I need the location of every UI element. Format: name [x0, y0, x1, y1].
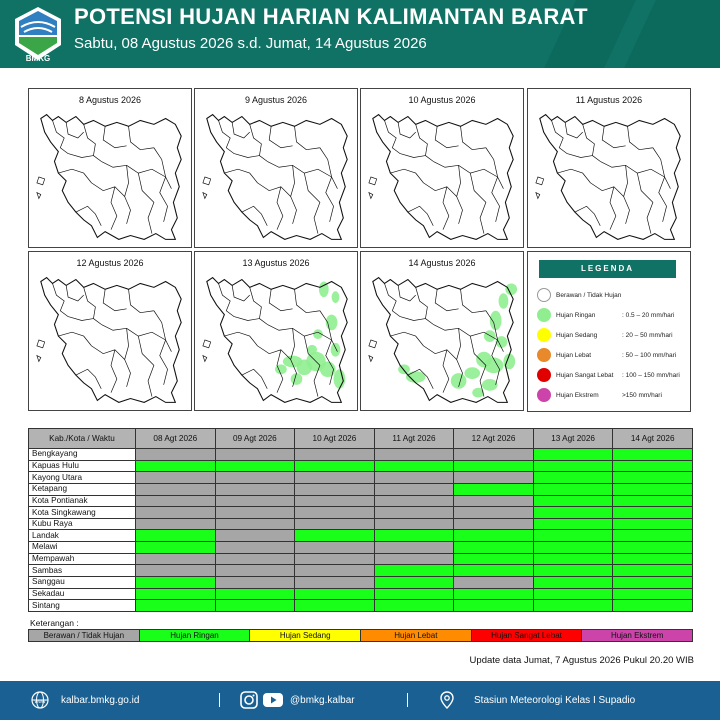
forecast-cell: [454, 495, 534, 507]
forecast-cell: [613, 507, 693, 519]
forecast-cell: [136, 542, 216, 554]
update-text: Update data Jumat, 7 Agustus 2026 Pukul 20.20 WIB: [469, 655, 694, 666]
legend-label: Hujan Ekstrem: [556, 392, 599, 399]
forecast-cell: [533, 588, 613, 600]
station-name: Stasiun Meteorologi Kelas I Supadio: [474, 695, 636, 706]
forecast-cell: [295, 600, 375, 612]
map-panel: [194, 251, 358, 411]
page-subtitle: Sabtu, 08 Agustus 2026 s.d. Jumat, 14 Agustus 2026: [74, 35, 427, 52]
forecast-cell: [533, 483, 613, 495]
table-row: [29, 553, 693, 565]
kalbar-map: [199, 107, 355, 247]
table-header-day: 08 Agt 2026: [136, 429, 216, 449]
forecast-cell: [136, 565, 216, 577]
keterangan-label: Keterangan :: [30, 618, 79, 628]
forecast-cell: [136, 600, 216, 612]
footer-divider: [407, 693, 408, 707]
table-row: [29, 507, 693, 519]
forecast-cell: [136, 530, 216, 542]
forecast-cell: [454, 472, 534, 484]
forecast-cell: [613, 600, 693, 612]
forecast-cell: [136, 553, 216, 565]
website-link[interactable]: kalbar.bmkg.go.id: [61, 695, 140, 706]
legend-label: Hujan Sangat Lebat: [556, 372, 614, 379]
map-date-label: 13 Agustus 2026: [242, 258, 310, 268]
forecast-cell: [533, 565, 613, 577]
forecast-cell: [295, 449, 375, 461]
forecast-cell: [533, 507, 613, 519]
legend-swatch: [537, 368, 551, 382]
table-row: [29, 449, 693, 461]
forecast-cell: [613, 577, 693, 589]
forecast-cell: [295, 565, 375, 577]
map-date-label: 10 Agustus 2026: [408, 95, 476, 105]
forecast-cell: [215, 518, 295, 530]
keterangan-item: Hujan Lebat: [361, 630, 472, 641]
table-row: [29, 542, 693, 554]
forecast-cell: [215, 542, 295, 554]
keterangan-item: Hujan Ekstrem: [582, 630, 692, 641]
forecast-cell: [454, 530, 534, 542]
table-row: [29, 565, 693, 577]
page-title: POTENSI HUJAN HARIAN KALIMANTAN BARAT: [74, 4, 588, 29]
keterangan-item: Berawan / Tidak Hujan: [29, 630, 140, 641]
region-name: Sekadau: [29, 588, 136, 600]
header-banner: [0, 0, 720, 68]
forecast-cell: [374, 530, 454, 542]
map-panel: [360, 88, 524, 248]
forecast-cell: [295, 553, 375, 565]
footer-divider: [219, 693, 220, 707]
bmkg-logo: [12, 5, 64, 63]
legend-title: LEGENDA: [539, 260, 676, 278]
forecast-cell: [613, 518, 693, 530]
forecast-cell: [136, 483, 216, 495]
forecast-cell: [215, 577, 295, 589]
forecast-cell: [374, 483, 454, 495]
svg-text:BMKG: BMKG: [25, 54, 51, 63]
kalbar-map: [33, 270, 189, 410]
table-row: [29, 600, 693, 612]
forecast-cell: [533, 472, 613, 484]
forecast-cell: [215, 588, 295, 600]
footer: [0, 681, 720, 720]
legend-label: Hujan Sedang: [556, 332, 598, 339]
region-name: Bengkayang: [29, 449, 136, 461]
kalbar-map: [33, 107, 189, 247]
table-row: [29, 495, 693, 507]
forecast-cell: [295, 588, 375, 600]
forecast-cell: [454, 518, 534, 530]
table-row: [29, 472, 693, 484]
forecast-cell: [374, 577, 454, 589]
table-header-day: 11 Agt 2026: [374, 429, 454, 449]
forecast-cell: [533, 577, 613, 589]
table-header-day: 14 Agt 2026: [613, 429, 693, 449]
forecast-cell: [215, 553, 295, 565]
forecast-cell: [136, 472, 216, 484]
keterangan-bar: [28, 629, 693, 642]
legend-swatch: [537, 308, 551, 322]
forecast-cell: [374, 553, 454, 565]
legend-panel: [527, 251, 691, 412]
forecast-cell: [454, 588, 534, 600]
forecast-cell: [533, 518, 613, 530]
table-row: [29, 577, 693, 589]
forecast-cell: [215, 530, 295, 542]
forecast-cell: [613, 495, 693, 507]
keterangan-item: Hujan Sangat Lebat: [472, 630, 583, 641]
table-row: [29, 460, 693, 472]
forecast-cell: [454, 507, 534, 519]
region-name: Kapuas Hulu: [29, 460, 136, 472]
location-pin-icon: [440, 691, 454, 709]
table-row: [29, 518, 693, 530]
forecast-cell: [374, 588, 454, 600]
keterangan-item: Hujan Ringan: [140, 630, 251, 641]
forecast-cell: [454, 542, 534, 554]
forecast-cell: [613, 542, 693, 554]
kalbar-map: [532, 107, 688, 247]
kalbar-map: [199, 270, 355, 410]
keterangan-item: Hujan Sedang: [250, 630, 361, 641]
forecast-cell: [454, 600, 534, 612]
forecast-cell: [454, 565, 534, 577]
map-date-label: 12 Agustus 2026: [76, 258, 144, 268]
kalbar-map: [365, 270, 521, 410]
legend-range: >150 mm/hari: [622, 392, 662, 399]
forecast-cell: [613, 553, 693, 565]
forecast-cell: [295, 507, 375, 519]
legend-range: : 100 – 150 mm/hari: [622, 372, 680, 379]
region-name: Sambas: [29, 565, 136, 577]
map-date-label: 14 Agustus 2026: [408, 258, 476, 268]
forecast-cell: [136, 507, 216, 519]
legend-swatch: [537, 388, 551, 402]
legend-range: : 0.5 – 20 mm/hari: [622, 312, 675, 319]
forecast-cell: [374, 600, 454, 612]
forecast-cell: [533, 542, 613, 554]
map-date-label: 9 Agustus 2026: [244, 95, 308, 105]
table-row: [29, 530, 693, 542]
region-name: Mempawah: [29, 553, 136, 565]
map-panel: [28, 88, 192, 248]
forecast-cell: [374, 542, 454, 554]
forecast-cell: [613, 472, 693, 484]
forecast-cell: [136, 577, 216, 589]
forecast-cell: [613, 530, 693, 542]
map-panel: [527, 88, 691, 248]
table-header-day: 13 Agt 2026: [533, 429, 613, 449]
legend-label: Hujan Lebat: [556, 352, 592, 359]
forecast-cell: [454, 577, 534, 589]
legend-range: : 20 – 50 mm/hari: [622, 332, 673, 339]
forecast-cell: [374, 460, 454, 472]
forecast-cell: [295, 495, 375, 507]
region-name: Sintang: [29, 600, 136, 612]
forecast-cell: [295, 577, 375, 589]
forecast-cell: [136, 518, 216, 530]
globe-icon: [31, 691, 49, 709]
region-name: Kubu Raya: [29, 518, 136, 530]
forecast-cell: [215, 472, 295, 484]
forecast-cell: [374, 495, 454, 507]
forecast-cell: [533, 553, 613, 565]
forecast-cell: [136, 449, 216, 461]
kalbar-map: [365, 107, 521, 247]
legend-label: Berawan / Tidak Hujan: [556, 292, 622, 299]
forecast-cell: [613, 483, 693, 495]
forecast-cell: [136, 495, 216, 507]
forecast-cell: [215, 460, 295, 472]
region-name: Kota Singkawang: [29, 507, 136, 519]
map-date-label: 8 Agustus 2026: [78, 95, 142, 105]
forecast-cell: [215, 483, 295, 495]
map-panel: [28, 251, 192, 411]
legend-swatch: [537, 348, 551, 362]
map-panel: [360, 251, 524, 411]
legend-range: : 50 – 100 mm/hari: [622, 352, 677, 359]
forecast-cell: [454, 483, 534, 495]
forecast-cell: [215, 565, 295, 577]
forecast-cell: [295, 483, 375, 495]
forecast-cell: [295, 460, 375, 472]
region-name: Kota Pontianak: [29, 495, 136, 507]
region-name: Ketapang: [29, 483, 136, 495]
forecast-cell: [295, 542, 375, 554]
svg-text:www: www: [34, 699, 46, 705]
forecast-cell: [374, 565, 454, 577]
table-header-day: 12 Agt 2026: [454, 429, 534, 449]
legend-swatch: [537, 328, 551, 342]
forecast-cell: [533, 530, 613, 542]
map-panel: [194, 88, 358, 248]
forecast-cell: [215, 495, 295, 507]
forecast-cell: [215, 600, 295, 612]
forecast-cell: [215, 449, 295, 461]
region-name: Melawi: [29, 542, 136, 554]
forecast-cell: [613, 565, 693, 577]
youtube-icon[interactable]: [263, 691, 283, 709]
forecast-cell: [533, 495, 613, 507]
social-handle[interactable]: @bmkg.kalbar: [290, 695, 355, 706]
region-name: Kayong Utara: [29, 472, 136, 484]
forecast-cell: [533, 460, 613, 472]
forecast-cell: [613, 449, 693, 461]
map-date-label: 11 Agustus 2026: [575, 95, 643, 105]
forecast-cell: [613, 588, 693, 600]
table-header-day: 09 Agt 2026: [215, 429, 295, 449]
forecast-cell: [295, 518, 375, 530]
forecast-table: [28, 428, 693, 612]
table-row: [29, 483, 693, 495]
forecast-cell: [454, 460, 534, 472]
table-header-region: Kab./Kota / Waktu: [29, 429, 136, 449]
forecast-cell: [613, 460, 693, 472]
forecast-cell: [454, 553, 534, 565]
forecast-cell: [215, 507, 295, 519]
forecast-cell: [533, 449, 613, 461]
forecast-cell: [533, 600, 613, 612]
forecast-cell: [374, 507, 454, 519]
legend-label: Hujan Ringan: [556, 312, 596, 319]
forecast-cell: [295, 530, 375, 542]
instagram-icon[interactable]: [240, 691, 258, 709]
forecast-cell: [295, 472, 375, 484]
forecast-cell: [136, 588, 216, 600]
forecast-cell: [374, 449, 454, 461]
legend-swatch: [537, 288, 551, 302]
region-name: Landak: [29, 530, 136, 542]
forecast-cell: [454, 449, 534, 461]
forecast-cell: [374, 518, 454, 530]
table-row: [29, 588, 693, 600]
region-name: Sanggau: [29, 577, 136, 589]
table-header-day: 10 Agt 2026: [295, 429, 375, 449]
forecast-cell: [374, 472, 454, 484]
forecast-cell: [136, 460, 216, 472]
